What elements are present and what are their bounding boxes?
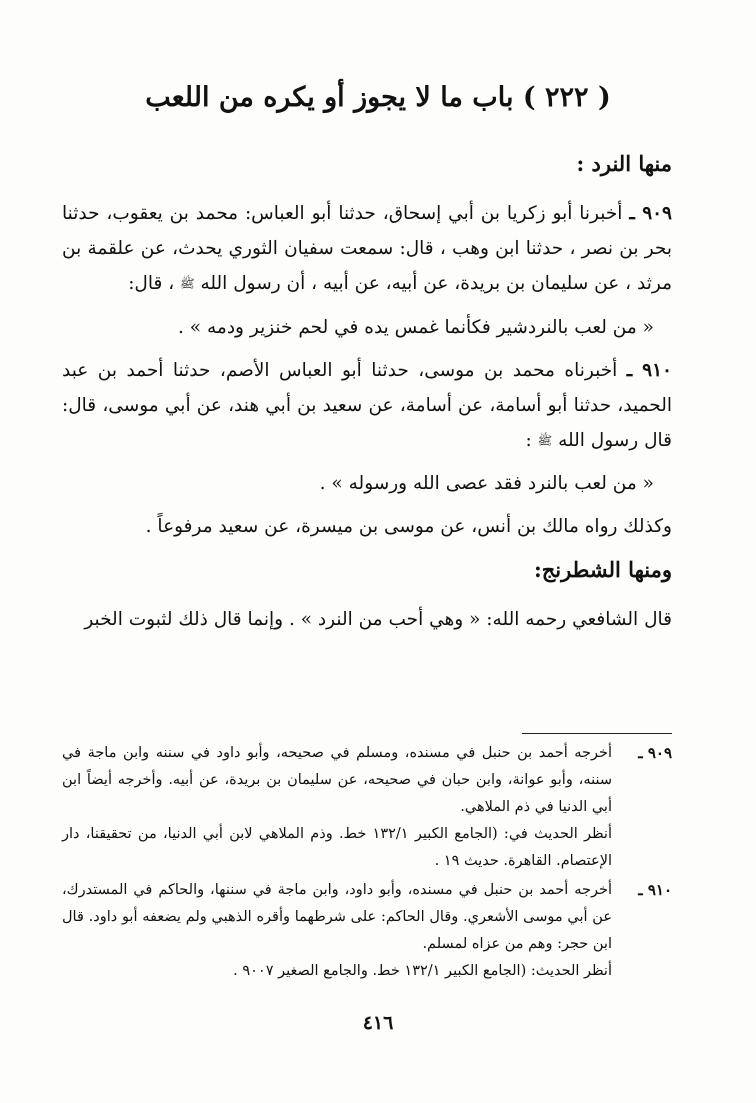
footnote-line: أنظر الحديث في: (الجامع الكبير ١٣٢/١ خط. وذم الملاهي لابن أبي الدنيا، من تحقيقنا، دار الإعتصام. القاهرة. حديث ١٩ . [62, 826, 612, 869]
hadith-910-quote: « من لعب بالنرد فقد عصى الله ورسوله » . [319, 473, 654, 494]
footnote-line: أخرجه أحمد بن حنبل في مسنده، وأبو داود، وابن ماجة في سننها، والحاكم في المستدرك، عن أبي موسى الأشعري. وقال الحاكم: على شرطهما وأقره الذهبي ولم يضعفه أبو داود. قال ابن حجر: وهم من عزاه لمسلم. [62, 882, 612, 952]
main-text [62, 146, 672, 645]
section-heading-chess: ومنها الشطرنج: [533, 557, 672, 582]
hadith-910-note: وكذلك رواه مالك بن أنس، عن موسى بن ميسرة، عن سعيد مرفوعاً . [145, 516, 672, 537]
footnote-910 [62, 877, 672, 985]
footnote-body [62, 877, 612, 985]
section-heading-nard: منها النرد : [576, 151, 672, 176]
footnote-line: أنظر الحديث: (الجامع الكبير ١٣٢/١ خط. والجامع الصغير ٩٠٠٧ . [233, 963, 612, 979]
hadith-number: ٩١٠ ـ [626, 359, 672, 381]
hadith-text: أخبرنا أبو زكريا بن أبي إسحاق، حدثنا أبو العباس: محمد بن يعقوب، حدثنا بحر بن نصر ، حدثنا ابن وهب ، قال: سمعت سفيان الثوري يحدث، عن علقمة بن مرثد ، عن سليمان بن بريدة، عن أبيه، عن أبيه ، أن رسول الله [62, 203, 672, 294]
hadith-text: أخبرناه محمد بن موسى، حدثنا أبو العباس الأصم، حدثنا أحمد بن عبد الحميد، حدثنا أبو أسامة، عن أسامة، عن سعيد بن أبي هند، عن أبي موسى، قال: قال رسول الله [62, 359, 672, 451]
hadith-number: ٩٠٩ ـ [629, 203, 672, 224]
salutation-glyph: ﷺ [180, 276, 195, 291]
footnote-909 [62, 740, 672, 875]
chapter-title: ( ٢٢٢ ) باب ما لا يجوز أو يكره من اللعب [145, 82, 611, 113]
salutation-glyph: ﷺ [537, 433, 553, 447]
footnote-body [62, 740, 612, 875]
footnotes [62, 740, 672, 987]
hadith-text-end: ، قال: [128, 273, 175, 294]
hadith-909 [62, 196, 672, 302]
shafii-text: قال الشافعي رحمه الله: « وهي أحب من النرد » . وإنما قال ذلك لثبوت الخبر [84, 609, 672, 630]
footnote-number: ٩١٠ ـ [638, 881, 672, 899]
hadith-text-end: : [525, 429, 532, 451]
footnote-number: ٩٠٩ ـ [638, 744, 672, 762]
footnote-divider [522, 733, 672, 734]
page-number: ٤١٦ [362, 1012, 394, 1034]
footnote-line: أخرجه أحمد بن حنبل في مسنده، ومسلم في صحيحه، وأبو داود في سننه وابن ماجة في سننه، وأبو عوانة، وابن حبان في صحيحه، عن سليمان بن بريدة، عن أبيه. وأخرجه أيضاً ابن أبي الدنيا في ذم الملاهي. [62, 745, 612, 815]
hadith-910 [62, 353, 672, 459]
hadith-909-quote: « من لعب بالنردشير فكأنما غمس يده في لحم خنزير ودمه » . [178, 316, 654, 338]
